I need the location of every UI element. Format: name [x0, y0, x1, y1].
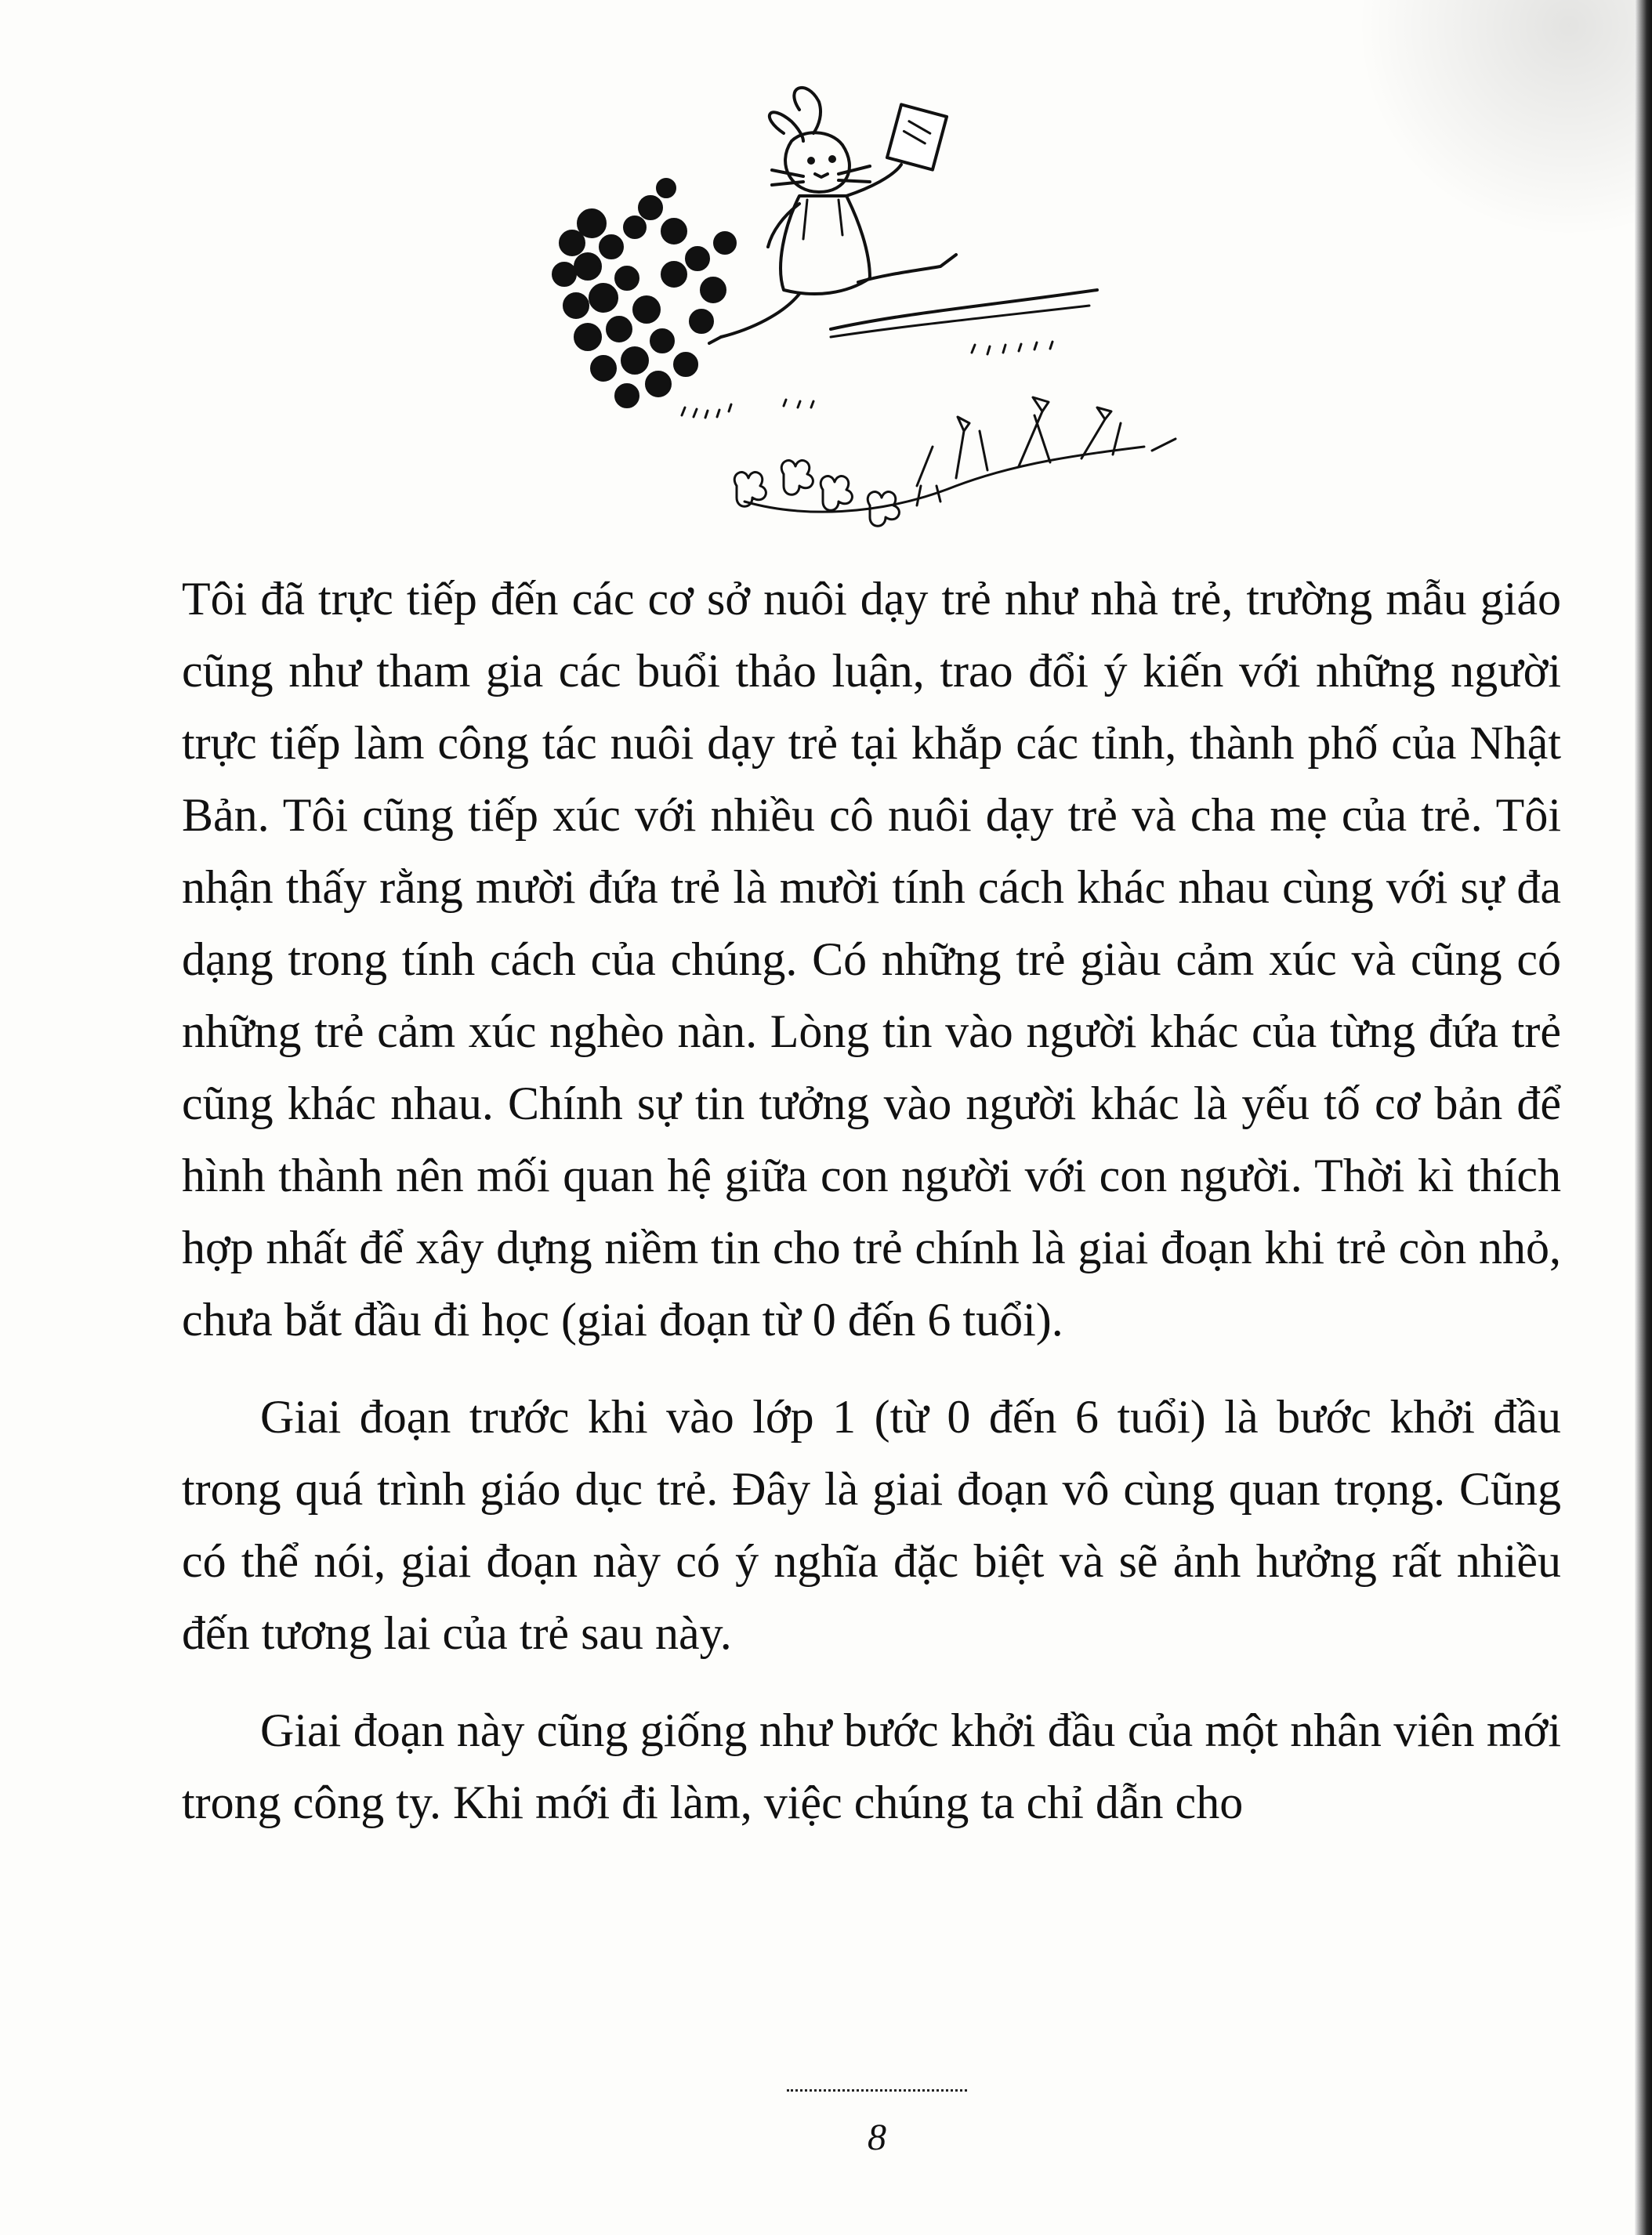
bush-icon	[552, 179, 736, 408]
clover-plants-icon	[734, 397, 1176, 526]
scan-corner-shading	[1306, 0, 1635, 259]
paragraph-1: Tôi đã trực tiếp đến các cơ sở nuôi dạy trẻ như nhà trẻ, trường mẫu giáo cũng như tham gia các buổi thảo luận, trao đổi ý kiến với những người trực tiếp làm công tác nuôi dạy trẻ tại khắp các tỉnh, thành phố của Nhật Bản. Tôi cũng tiếp xúc với nhiều cô nuôi dạy trẻ và cha mẹ của trẻ. Tôi nhận thấy rằng mười đứa trẻ là mười tính cách khác nhau cùng với sự đa dạng trong tính cách của chúng. Có những trẻ giàu cảm xúc và cũng có những trẻ cảm xúc nghèo nàn. Lòng tin vào người khác của từng đứa trẻ cũng khác nhau. Chính sự tin tưởng vào người khác là yếu tố cơ bản để hình thành nên mối quan hệ giữa con người với con người. Thời kì thích hợp nhất để xây dựng niềm tin cho trẻ chính là giai đoạn khi trẻ còn nhỏ, chưa bắt đầu đi học (giai đoạn từ 0 đến 6 tuổi).	[182, 573, 1561, 1346]
paragraph-3: Giai đoạn này cũng giống như bước khởi đầu của một nhân viên mới trong công ty. Khi mới đi làm, việc chúng ta chỉ dẫn cho	[182, 1704, 1561, 1828]
page-edge-shadow	[1635, 0, 1652, 2235]
page-number: 8	[868, 2117, 886, 2158]
rabbit-illustration	[549, 78, 1238, 533]
page-number-rule	[787, 2089, 967, 2092]
paragraph-2: Giai đoạn trước khi vào lớp 1 (từ 0 đến 6 tuổi) là bước khởi đầu trong quá trình giáo dục trẻ. Đây là giai đoạn vô cùng quan trọng. Cũng có thể nói, giai đoạn này có ý nghĩa đặc biệt và sẽ ảnh hưởng rất nhiều đến tương lai của trẻ sau này.	[182, 1391, 1561, 1659]
rabbit-icon	[709, 88, 956, 343]
body-text	[182, 563, 1561, 1864]
